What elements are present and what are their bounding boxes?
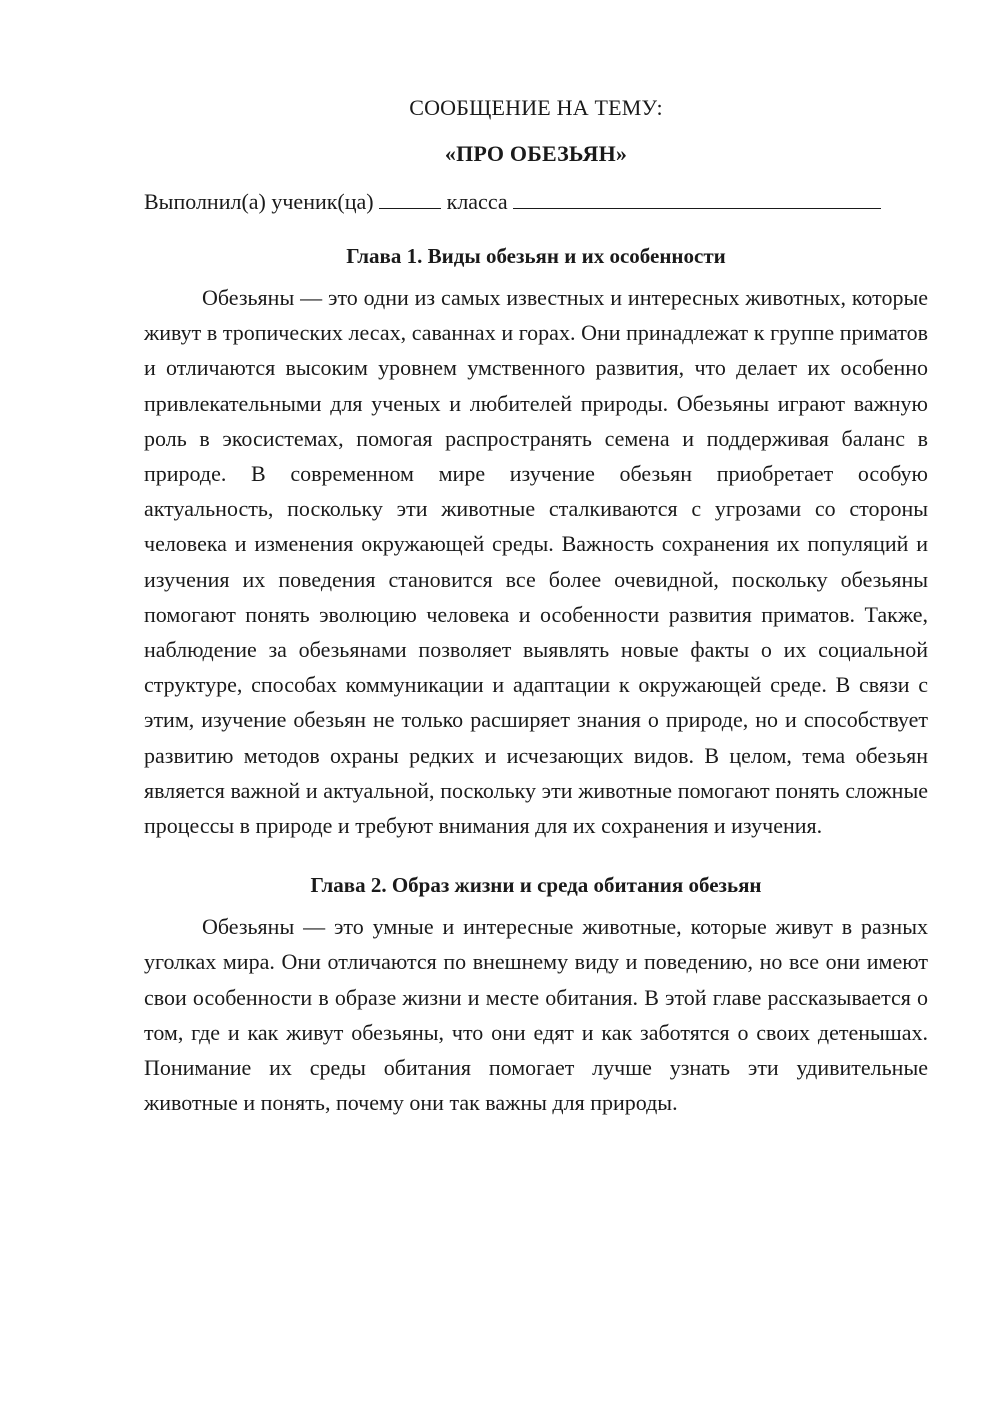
- document-title-line-2: «ПРО ОБЕЗЬЯН»: [444, 141, 628, 166]
- chapter-2-paragraph: Обезьяны — это умные и интересные животные, которые живут в разных уголках мира. Они отличаются по внешнему виду и поведению, но все они имеют свои особенности в образе жизни и месте обитания. В этой главе рассказывается о том, где и как живут обезьяны, что они едят и как заботятся о своих детенышах. Понимание их среды обитания помогает лучше узнать эти удивительные животные и понять, почему они так важны для природы.: [144, 914, 928, 1116]
- grade-blank: [379, 186, 441, 209]
- document-title-line-1: СООБЩЕНИЕ НА ТЕМУ:: [409, 95, 663, 120]
- performer-line: [144, 186, 928, 218]
- chapter-2-heading: Глава 2. Образ жизни и среда обитания обезьян: [310, 873, 762, 898]
- name-blank: [513, 186, 881, 209]
- performer-class-label: класса: [446, 189, 508, 214]
- chapter-1-heading: Глава 1. Виды обезьян и их особенности: [346, 244, 726, 268]
- chapter-1-paragraph: Обезьяны — это одни из самых известных и интересных животных, которые живут в тропических лесах, саваннах и горах. Они принадлежат к группе приматов и отличаются высоким уровнем умственного развития, что делает их особенно привлекательными для ученых и любителей природы. Обезьяны играют важную роль в экосистемах, помогая распространять семена и поддерживая баланс в природе. В современном мире изучение обезьян приобретает особую актуальность, поскольку эти животные сталкиваются с угрозами со стороны человека и изменения окружающей среды. Важность сохранения их популяций и изучения их поведения становится все более очевидной, поскольку обезьяны помогают понять эволюцию человека и особенности развития приматов. Также, наблюдение за обезьянами позволяет выявлять новые факты о их социальной структуре, способах коммуникации и адаптации к окружающей среде. В связи с этим, изучение обезьян не только расширяет знания о природе, но и способствует развитию методов охраны редких и исчезающих видов. В целом, тема обезьян является важной и актуальной, поскольку эти животные помогают понять сложные процессы в природе и требуют внимания для их сохранения и изучения.: [144, 285, 928, 839]
- performer-prefix: Выполнил(а) ученик(ца): [144, 189, 374, 214]
